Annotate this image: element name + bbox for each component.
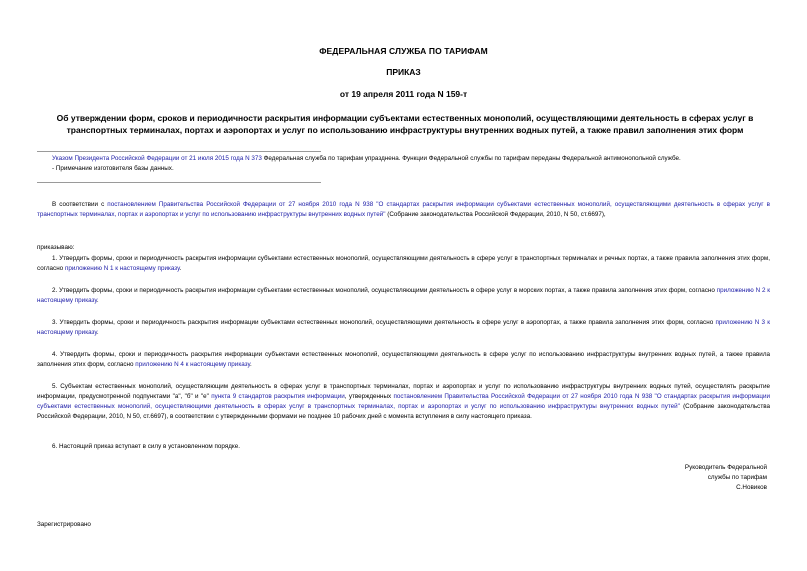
preamble-paragraph xyxy=(37,200,770,220)
editor-note xyxy=(52,154,792,174)
preamble-text-start: В соответствии с xyxy=(52,201,108,208)
item-text: 2. Утвердить формы, сроки и периодичность раскрытия информации субъектами естественных монополий, осуществляющими деятельность в сфере услуг в морских портах, а также правила заполнения этих форм, согласно xyxy=(52,287,717,294)
resolution-938-link[interactable]: постановлением Правительства Российской Федерации от 27 ноября 2010 года N 938 "О стандартах раскрытия информации субъектами естественных монополий, осуществляющими деятельность в сферах услуг в транспортных терминалах, портах и аэропортах и услуг по использованию инфраструктуры внутренних водных путей" xyxy=(37,393,771,410)
item-tail: . xyxy=(96,329,99,336)
editor-note-text: Федеральная служба по тарифам упразднена. Функции Федеральной службы по тарифам переданы Федеральной антимонопольной службе. xyxy=(261,155,681,162)
appendix-4-link[interactable]: приложению N 4 к настоящему приказу xyxy=(135,361,250,368)
signature-position-line2: службы по тарифам xyxy=(707,474,767,481)
item-tail: . xyxy=(179,265,182,272)
preamble-resolution-link[interactable]: постановлением Правительства Российской Федерации от 27 ноября 2010 года N 938 "О стандартах раскрытия информации субъектами естественных монополий, осуществляющими деятельность в сферах услуг в транспортных терминалах, портах и аэропортах и услуг по использованию инфраструктуры внутренних водных путей" xyxy=(37,201,771,218)
standards-clause-9-link[interactable]: пункта 9 стандартов раскрытия информации xyxy=(211,393,345,400)
editor-note-attribution: - Примечание изготовителя базы данных. xyxy=(52,165,174,172)
item-tail: . xyxy=(96,297,99,304)
order-item-4 xyxy=(37,350,770,370)
appendix-1-link[interactable]: приложению N 1 к настоящему приказу xyxy=(64,265,180,272)
signature-position-line1: Руководитель Федеральной xyxy=(684,464,767,471)
signature-block xyxy=(600,463,767,493)
appendix-2-link[interactable]: приложению N 2 к настоящему приказу xyxy=(37,287,771,304)
item-text: (Собрание законодательства Российской Федерации, 2010, N 50, ст.6697), в соответствии с утвержденными формами не позднее 10 рабочих дней с момента вступления в силу настоящего приказа. xyxy=(37,403,770,420)
order-word: приказываю: xyxy=(37,244,75,251)
editor-note-link[interactable]: Указом Президента Российской Федерации от 21 июля 2015 года N 373 xyxy=(52,155,262,162)
item-text: 5. Субъектам естественных монополий, осуществляющим деятельность в сферах услуг в транспортных терминалах, портах и аэропортах и услуг по использованию инфраструктуры внутренних водных путей, осуществлять раскрытие информации, предусмотренной подпунктами "а", "б" и "е" xyxy=(37,383,770,400)
note-top-divider xyxy=(37,151,321,152)
order-item-2 xyxy=(37,286,770,306)
item-text: 3. Утвердить формы, сроки и периодичность раскрытия информации субъектами естественных монополий, осуществляющими деятельность в сфере услуг в аэропортах, а также правила заполнения этих форм, согласно xyxy=(52,319,716,326)
signature-name: С.Новиков xyxy=(736,484,767,491)
appendix-3-link[interactable]: приложению N 3 к настоящему приказу xyxy=(37,319,770,336)
agency-heading: ФЕДЕРАЛЬНАЯ СЛУЖБА ПО ТАРИФАМ xyxy=(319,46,488,56)
registered-label: Зарегистрировано xyxy=(37,521,91,528)
date-number-heading: от 19 апреля 2011 года N 159-т xyxy=(339,89,468,99)
preamble-text-end: (Собрание законодательства Российской Федерации, 2010, N 50, ст.6697), xyxy=(385,211,606,218)
item-text: , утвержденных xyxy=(344,393,394,400)
order-item-3 xyxy=(37,318,770,338)
item-text: 4. Утвердить формы, сроки и периодичность раскрытия информации субъектами естественных монополий, осуществляющими деятельность в сфере услуг по использованию инфраструктуры внутренних водных путей, а также правила заполнения этих форм, согласно xyxy=(37,351,770,368)
document-type-heading: ПРИКАЗ xyxy=(386,67,421,77)
note-bottom-divider xyxy=(37,182,321,183)
item-tail: . xyxy=(250,361,252,368)
order-item-6: 6. Настоящий приказ вступает в силу в установленном порядке. xyxy=(52,443,241,450)
order-item-1 xyxy=(37,254,770,274)
document-title: Об утверждении форм, сроков и периодичности раскрытия информации субъектами естественных монополий, осуществляющими деятельность в сферах услуг в транспортных терминалах, портах и аэропортах и услуг по использованию инфраструктуры внутренних водных путей, а также правил заполнения этих форм xyxy=(56,113,754,135)
order-item-5 xyxy=(37,382,770,422)
item-text: 1. Утвердить формы, сроки и периодичность раскрытия информации субъектами естественных монополий, осуществляющими деятельность в сфере услуг в транспортных терминалах и речных портах, а также правила заполнения этих форм, согласно xyxy=(37,255,770,272)
